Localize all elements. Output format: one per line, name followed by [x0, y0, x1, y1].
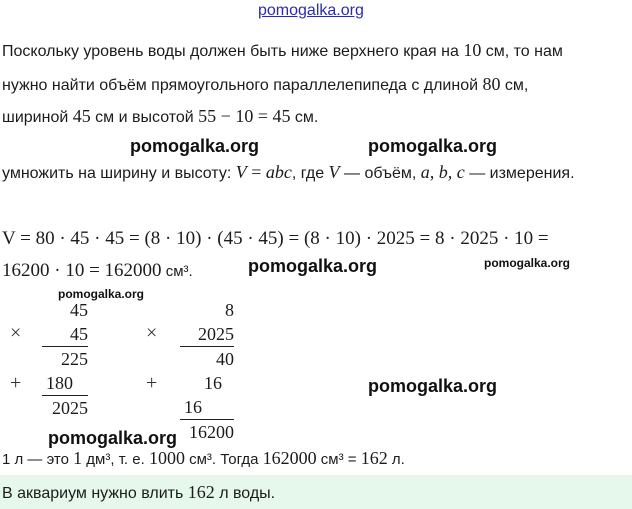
watermark: pomogalka.org	[130, 136, 260, 156]
multiplicand: 45	[70, 300, 88, 320]
text: 1 л — это	[2, 451, 74, 468]
conversion-line	[2, 448, 405, 469]
watermark: pomogalka.org	[48, 428, 178, 448]
text: см.	[290, 109, 319, 126]
paragraph-line-3	[2, 106, 318, 127]
paragraph-line-1	[2, 40, 563, 61]
number: 1	[73, 448, 83, 468]
text: Поскольку уровень воды должен быть ниже верхнего края на	[2, 43, 464, 60]
variables-list: a, b, c	[420, 162, 465, 182]
watermark-top[interactable]: pomogalka.org	[258, 2, 364, 19]
plus-sign: +	[10, 372, 22, 394]
text: — измерения.	[464, 165, 575, 182]
column-multiplication-1	[42, 298, 88, 420]
multiply-sign: ×	[146, 322, 158, 344]
answer-box	[0, 475, 632, 509]
text: , где	[291, 165, 329, 182]
text: л воды.	[214, 485, 276, 502]
math-expression: 16200 · 10 = 162000	[2, 260, 162, 281]
paragraph-line-2	[2, 74, 528, 95]
math-expression: 55 − 10 = 45	[198, 106, 291, 126]
text: см и высотой	[90, 109, 199, 126]
unit: см³.	[161, 263, 193, 280]
text: шириной	[2, 109, 73, 126]
number: 10	[463, 40, 482, 60]
text: умножить на ширину и высоту:	[2, 165, 236, 182]
text: см, то нам	[481, 43, 563, 60]
text: см,	[500, 77, 529, 94]
number: 45	[72, 106, 91, 126]
variable-v: V	[328, 162, 340, 182]
partial-product: 16	[204, 373, 222, 393]
text: см³. Тогда	[184, 451, 263, 468]
partial-product: 180	[46, 373, 73, 393]
formula-line	[2, 162, 575, 183]
answer-text	[2, 482, 275, 503]
number: 162	[360, 448, 388, 468]
text: см³ =	[316, 451, 361, 468]
partial-product: 16	[184, 397, 202, 417]
multiplier: 45	[70, 324, 88, 344]
text: дм³, т. е.	[82, 451, 149, 468]
multiplicand: 8	[225, 300, 234, 320]
text: — объём,	[339, 165, 421, 182]
watermark: pomogalka.org	[484, 256, 571, 270]
number: 80	[482, 74, 501, 94]
watermark: pomogalka.org	[58, 287, 145, 301]
multiplier: 2025	[198, 324, 234, 344]
number: 1000	[148, 448, 185, 468]
variable-v: V	[235, 162, 247, 182]
watermark: pomogalka.org	[248, 256, 378, 276]
number: 162	[187, 482, 215, 502]
calculation-line-2	[2, 260, 193, 282]
partial-product: 40	[180, 346, 234, 371]
equals: =	[246, 162, 266, 182]
watermark: pomogalka.org	[368, 376, 498, 396]
product: 16200	[180, 419, 234, 444]
plus-sign: +	[146, 372, 158, 394]
calculation-line-1: V = 80 · 45 · 45 = (8 · 10) · (45 · 45) = (8 · 10) · 2025 = 8 · 2025 · 10 =	[2, 228, 549, 249]
multiply-sign: ×	[10, 322, 22, 344]
variables-abc: abc	[265, 162, 292, 182]
text: В аквариум нужно влить	[2, 485, 188, 502]
column-multiplication-2	[180, 298, 234, 444]
text: нужно найти объём прямоугольного параллелепипеда с длиной	[2, 77, 483, 94]
number: 162000	[262, 448, 317, 468]
product: 2025	[42, 395, 88, 420]
text: л.	[387, 451, 405, 468]
partial-product: 225	[42, 346, 88, 371]
watermark: pomogalka.org	[368, 136, 498, 156]
